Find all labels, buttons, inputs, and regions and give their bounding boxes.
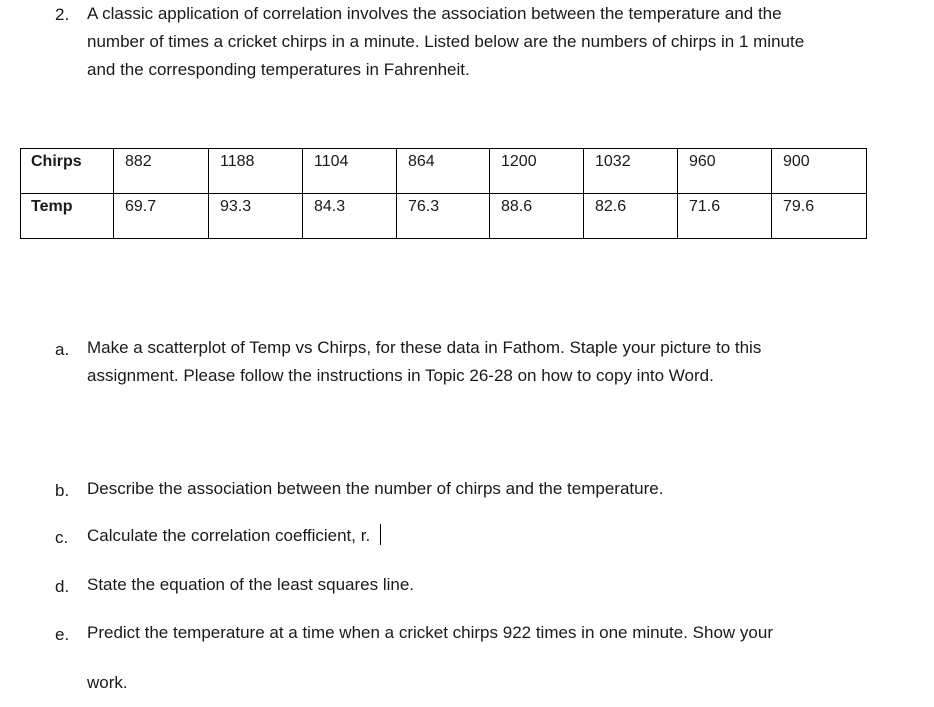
question-line-3: and the corresponding temperatures in Fahrenheit. (87, 60, 470, 79)
table-cell: 76.3 (397, 194, 490, 239)
table-cell: 93.3 (209, 194, 303, 239)
part-a-label: a. (55, 340, 70, 359)
table-cell: 1200 (490, 149, 584, 194)
table-cell: 960 (678, 149, 772, 194)
table-cell: 900 (772, 149, 867, 194)
table-cell: 1188 (209, 149, 303, 194)
table-cell: 79.6 (772, 194, 867, 239)
table-cell: 1032 (584, 149, 678, 194)
row-header-chirps: Chirps (21, 149, 114, 194)
question-number: 2. (55, 5, 70, 24)
table-cell: 69.7 (114, 194, 209, 239)
table-cell: 84.3 (303, 194, 397, 239)
table-cell: 1104 (303, 149, 397, 194)
part-b-text: Describe the association between the number of chirps and the temperature. (87, 479, 664, 498)
table-cell: 71.6 (678, 194, 772, 239)
part-c-text: Calculate the correlation coefficient, r. (87, 526, 371, 545)
table-row-chirps (21, 149, 867, 194)
part-d-label: d. (55, 577, 70, 596)
row-header-temp: Temp (21, 194, 114, 239)
part-b-label: b. (55, 481, 70, 500)
text-cursor (380, 524, 381, 545)
part-a-line-1: Make a scatterplot of Temp vs Chirps, for these data in Fathom. Staple your picture to this (87, 338, 762, 357)
data-table (20, 148, 867, 239)
question-line-1: A classic application of correlation involves the association between the temperature and the (87, 4, 782, 23)
part-e-line-2: work. (87, 673, 128, 692)
table-row-temp (21, 194, 867, 239)
table-cell: 882 (114, 149, 209, 194)
table-cell: 864 (397, 149, 490, 194)
question-line-2: number of times a cricket chirps in a minute. Listed below are the numbers of chirps in 1 minute (87, 32, 805, 51)
part-e-line-1: Predict the temperature at a time when a cricket chirps 922 times in one minute. Show your (87, 623, 773, 642)
part-a-line-2: assignment. Please follow the instructions in Topic 26-28 on how to copy into Word. (87, 366, 714, 385)
part-c-line (87, 522, 381, 550)
part-e-label: e. (55, 625, 70, 644)
part-c-label: c. (55, 528, 69, 547)
table-cell: 82.6 (584, 194, 678, 239)
part-d-text: State the equation of the least squares line. (87, 575, 415, 594)
table-cell: 88.6 (490, 194, 584, 239)
